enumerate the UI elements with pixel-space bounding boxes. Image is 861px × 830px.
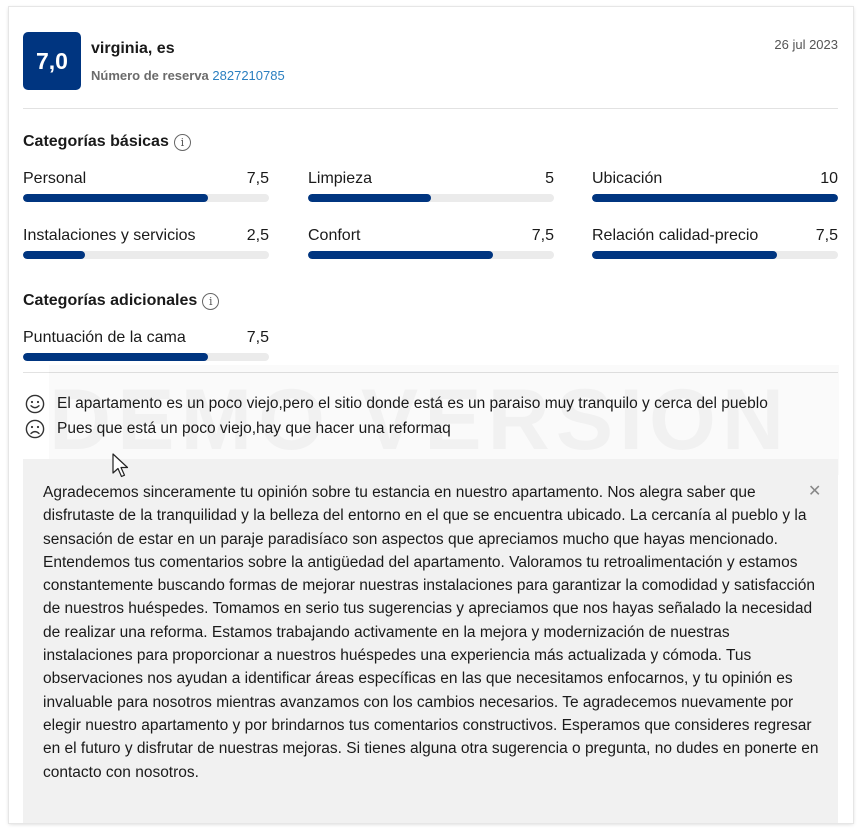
property-reply [23,459,838,823]
score-badge: 7,0 [23,32,81,90]
score-bar-fill [308,251,493,259]
positive-comment-text: El apartamento es un poco viejo,pero el sitio donde está es un paraiso muy tranquilo y cerca del pueblo [57,395,768,412]
category-value: 7,5 [246,329,269,346]
score-bar-fill [592,194,838,202]
negative-comment-text: Pues que está un poco viejo,hay que hacer una reformaq [57,420,451,437]
mouse-pointer-icon [112,453,132,481]
score-bar-track [23,353,269,361]
category-label: Instalaciones y servicios [23,227,196,244]
reply-text: Agradecemos sinceramente tu opinión sobre tu estancia en nuestro apartamento. Nos alegra saber que disfrutaste de la tranquilidad y la belleza del entorno en el que se encuentra ubicado. La cercanía al pueblo y la sensación de estar en un paraje paradisíaco son aspectos que apreciamos mucho que hayas mencionado. Entendemos tus comentarios sobre la antigüedad del apartamento. Valoramos tu retroalimentación y estamos constantemente buscando formas de mejorar nuestras instalaciones para garantizar la comodidad y satisfacción de nuestros huéspedes. Tomamos en serio tus sugerencias y apreciamos que nos hayas señalado la necesidad de realizar una reforma. Estamos trabajando activamente en la mejora y modernización de nuestras instalaciones para proporcionar a nuestros huéspedes una experiencia más actualizada y cómoda. Tus observaciones nos ayudan a identificar áreas específicas en las que necesitamos enfocarnos, y tu opinión es invaluable para nosotros mientras avanzamos con los cambios necesarios. Te agradecemos nuevamente por elegir nuestro apartamento y por brindarnos tus comentarios constructivos. Esperamos que consideres regresar en el futuro y disfrutar de nuestras mejoras. Si tienes alguna otra sugerencia o pregunta, no dudes en ponerte en contacto con nosotros. [43,484,819,781]
category-value: 7,5 [531,227,554,244]
score-bar-fill [23,353,208,361]
category-relacion-calidad-precio [592,227,838,263]
category-personal [23,170,269,206]
divider [23,108,838,109]
category-value: 5 [545,170,554,187]
frown-icon [25,419,45,439]
category-label: Ubicación [592,170,663,187]
score-bar-track [23,194,269,202]
close-icon[interactable]: ✕ [808,483,822,500]
additional-categories-title [23,292,219,310]
score-bar-fill [308,194,431,202]
booking-number-link[interactable]: 2827210785 [212,68,285,83]
basic-categories-title [23,133,191,151]
score-bar-track [308,194,554,202]
score-bar-track [308,251,554,259]
score-bar-fill [592,251,777,259]
reviewer-name: virginia, es [91,40,175,57]
category-value: 7,5 [815,227,838,244]
category-confort [308,227,554,263]
score-bar-fill [23,251,85,259]
basic-categories-label: Categorías básicas [23,133,169,150]
info-icon[interactable]: i [174,134,191,151]
score-bar-track [592,251,838,259]
booking-info [91,68,285,83]
score-bar-fill [23,194,208,202]
review-date: 26 jul 2023 [774,37,838,52]
info-icon[interactable]: i [202,293,219,310]
score-bar-track [592,194,838,202]
category-label: Confort [308,227,361,244]
category-ubicacion [592,170,838,206]
booking-label: Número de reserva [91,68,209,83]
category-label: Puntuación de la cama [23,329,186,346]
category-value: 10 [820,170,838,187]
category-value: 2,5 [246,227,269,244]
review-card [9,7,853,823]
category-label: Relación calidad-precio [592,227,759,244]
negative-comment [25,419,451,439]
additional-categories-label: Categorías adicionales [23,292,198,309]
category-limpieza [308,170,554,206]
positive-comment [25,394,768,414]
category-instalaciones [23,227,269,263]
category-label: Personal [23,170,87,187]
score-bar-track [23,251,269,259]
category-value: 7,5 [246,170,269,187]
category-puntuacion-cama [23,329,269,365]
category-label: Limpieza [308,170,373,187]
smile-icon [25,394,45,414]
